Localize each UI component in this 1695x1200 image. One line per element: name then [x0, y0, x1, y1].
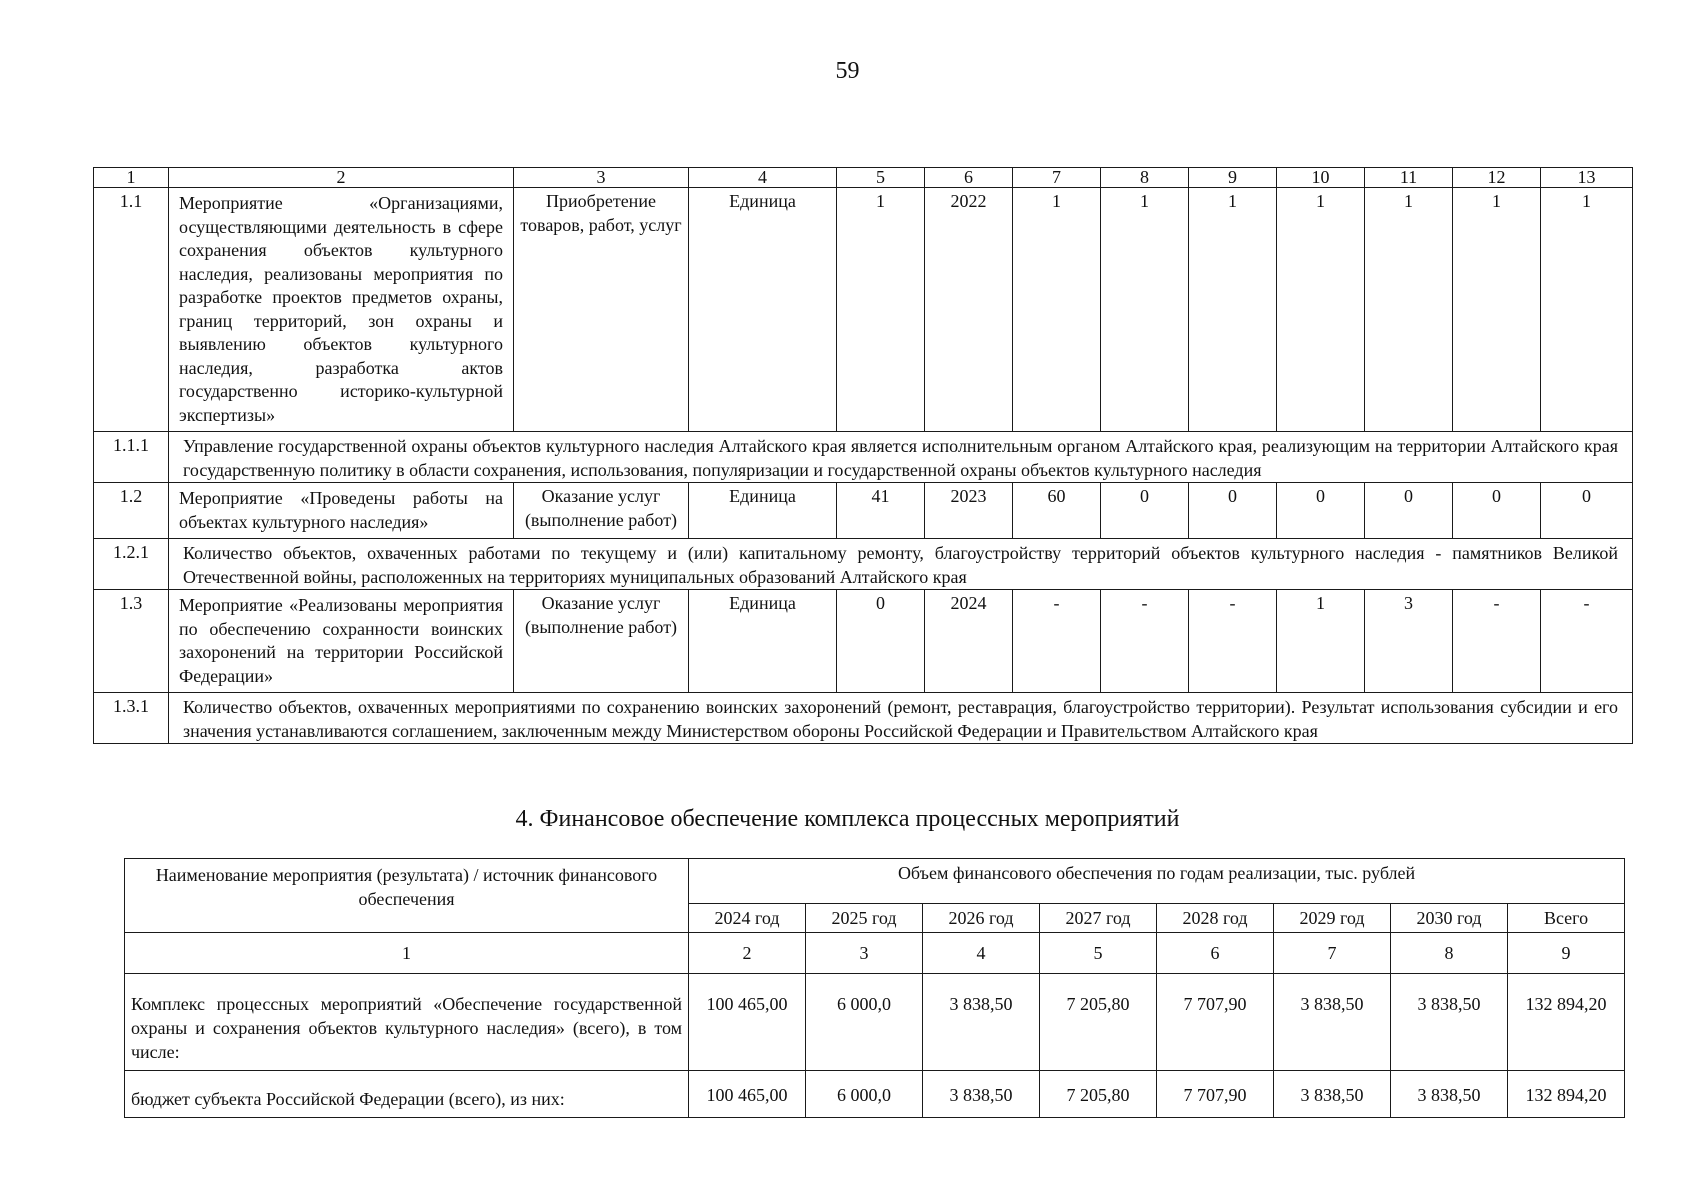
column-number: 5	[1040, 933, 1157, 974]
row-description: Управление государственной охраны объектов культурного наследия Алтайского края является исполнительным органом Алтайского края, реализующим на территории Алтайского края государственную политику в области сохранения, использования, популяризации и государственной охраны объектов культурного наследия	[169, 432, 1633, 483]
table-row	[94, 693, 1633, 744]
value-cell: 1	[837, 188, 925, 432]
value-cell: 1	[1101, 188, 1189, 432]
amount-cell: 3 838,50	[1274, 1071, 1391, 1118]
amount-cell: 6 000,0	[806, 974, 923, 1071]
column-number: 2	[169, 168, 514, 188]
column-number: 7	[1013, 168, 1101, 188]
amount-cell: 6 000,0	[806, 1071, 923, 1118]
column-number: 5	[837, 168, 925, 188]
amount-cell: 3 838,50	[1391, 1071, 1508, 1118]
name-column-header: Наименование мероприятия (результата) / источник финансового обеспечения	[125, 859, 689, 933]
year-header: 2027 год	[1040, 904, 1157, 933]
column-number: 13	[1541, 168, 1633, 188]
value-cell: 2023	[925, 483, 1013, 539]
column-number: 3	[514, 168, 689, 188]
column-number: 8	[1391, 933, 1508, 974]
measure-name: Мероприятие «Проведены работы на объектах культурного наследия»	[169, 483, 514, 539]
column-number-row	[94, 168, 1633, 188]
amount-cell: 7 205,80	[1040, 974, 1157, 1071]
value-cell: 0	[1365, 483, 1453, 539]
column-number-row	[125, 933, 1625, 974]
value-cell: -	[1189, 590, 1277, 693]
column-number: 11	[1365, 168, 1453, 188]
amount-cell: 100 465,00	[689, 1071, 806, 1118]
year-header: 2026 год	[923, 904, 1040, 933]
amount-cell: 7 707,90	[1157, 974, 1274, 1071]
column-number: 9	[1508, 933, 1625, 974]
column-number: 9	[1189, 168, 1277, 188]
value-cell: 1	[1541, 188, 1633, 432]
measure-unit: Единица	[689, 188, 837, 432]
column-number: 10	[1277, 168, 1365, 188]
value-cell: 0	[1277, 483, 1365, 539]
year-header: 2024 год	[689, 904, 806, 933]
row-number: 1.3	[94, 590, 169, 693]
value-cell: 0	[1189, 483, 1277, 539]
total-header: Всего	[1508, 904, 1625, 933]
column-number: 12	[1453, 168, 1541, 188]
financing-item-name: бюджет субъекта Российской Федерации (всего), из них:	[125, 1071, 689, 1118]
table-row	[125, 1071, 1625, 1118]
value-cell: 1	[1189, 188, 1277, 432]
value-cell: 1	[1453, 188, 1541, 432]
row-number: 1.2.1	[94, 539, 169, 590]
value-cell: -	[1541, 590, 1633, 693]
value-cell: 41	[837, 483, 925, 539]
amount-cell: 3 838,50	[1274, 974, 1391, 1071]
value-cell: -	[1101, 590, 1189, 693]
column-number: 4	[689, 168, 837, 188]
financing-item-name: Комплекс процессных мероприятий «Обеспечение государственной охраны и сохранения объектов культурного наследия» (всего), в том числе:	[125, 974, 689, 1071]
total-cell: 132 894,20	[1508, 1071, 1625, 1118]
measure-name: Мероприятие «Реализованы мероприятия по обеспечению сохранности воинских захоронений на территории Российской Федерации»	[169, 590, 514, 693]
page-number: 59	[835, 58, 860, 84]
row-description: Количество объектов, охваченных мероприятиями по сохранению воинских захоронений (ремонт, реставрация, благоустройство территории). Результат использования субсидии и его значения устанавливаются соглашением, заключенным между Министерством обороны Российской Федерации и Правительством Алтайского края	[169, 693, 1633, 744]
financing-header-row	[125, 859, 1625, 904]
column-number: 6	[1157, 933, 1274, 974]
value-cell: 2022	[925, 188, 1013, 432]
value-cell: -	[1453, 590, 1541, 693]
value-cell: 0	[837, 590, 925, 693]
row-number: 1.2	[94, 483, 169, 539]
table-row	[125, 974, 1625, 1071]
column-number: 1	[125, 933, 689, 974]
value-cell: 3	[1365, 590, 1453, 693]
row-number: 1.1	[94, 188, 169, 432]
row-description: Количество объектов, охваченных работами по текущему и (или) капитальному ремонту, благоустройству территорий объектов культурного наследия - памятников Великой Отечественной войны, расположенных на территориях муниципальных образований Алтайского края	[169, 539, 1633, 590]
table-row	[94, 188, 1633, 432]
measure-type: Оказание услуг (выполнение работ)	[514, 590, 689, 693]
value-cell: 2024	[925, 590, 1013, 693]
column-number: 7	[1274, 933, 1391, 974]
measure-type: Приобретение товаров, работ, услуг	[514, 188, 689, 432]
table-row	[94, 539, 1633, 590]
column-number: 3	[806, 933, 923, 974]
value-cell: 60	[1013, 483, 1101, 539]
amount-cell: 100 465,00	[689, 974, 806, 1071]
year-header: 2028 год	[1157, 904, 1274, 933]
year-header: 2029 год	[1274, 904, 1391, 933]
year-header: 2030 год	[1391, 904, 1508, 933]
table-row	[94, 483, 1633, 539]
value-cell: 0	[1101, 483, 1189, 539]
amount-cell: 7 205,80	[1040, 1071, 1157, 1118]
financing-table	[124, 858, 1625, 1118]
row-number: 1.1.1	[94, 432, 169, 483]
column-number: 6	[925, 168, 1013, 188]
table-row	[94, 432, 1633, 483]
amount-cell: 3 838,50	[923, 1071, 1040, 1118]
column-number: 2	[689, 933, 806, 974]
measure-type: Оказание услуг (выполнение работ)	[514, 483, 689, 539]
value-cell: 1	[1277, 188, 1365, 432]
amount-cell: 3 838,50	[1391, 974, 1508, 1071]
amount-cell: 7 707,90	[1157, 1071, 1274, 1118]
value-cell: 0	[1453, 483, 1541, 539]
value-cell: 1	[1365, 188, 1453, 432]
column-number: 4	[923, 933, 1040, 974]
measure-name: Мероприятие «Организациями, осуществляющими деятельность в сфере сохранения объектов культурного наследия, реализованы мероприятия по разработке проектов предметов охраны, границ территорий, зон охраны и выявлению объектов культурного наследия, разработка актов государственно историко-культурной экспертизы»	[169, 188, 514, 432]
section-title: 4. Финансовое обеспечение комплекса процессных мероприятий	[515, 806, 1180, 832]
column-number: 1	[94, 168, 169, 188]
row-number: 1.3.1	[94, 693, 169, 744]
value-cell: 1	[1277, 590, 1365, 693]
value-cell: 0	[1541, 483, 1633, 539]
column-number: 8	[1101, 168, 1189, 188]
amount-cell: 3 838,50	[923, 974, 1040, 1071]
volume-column-header: Объем финансового обеспечения по годам реализации, тыс. рублей	[689, 859, 1625, 904]
total-cell: 132 894,20	[1508, 974, 1625, 1071]
value-cell: -	[1013, 590, 1101, 693]
year-header: 2025 год	[806, 904, 923, 933]
measure-unit: Единица	[689, 590, 837, 693]
measure-unit: Единица	[689, 483, 837, 539]
table-row	[94, 590, 1633, 693]
value-cell: 1	[1013, 188, 1101, 432]
indicators-table	[93, 167, 1633, 744]
